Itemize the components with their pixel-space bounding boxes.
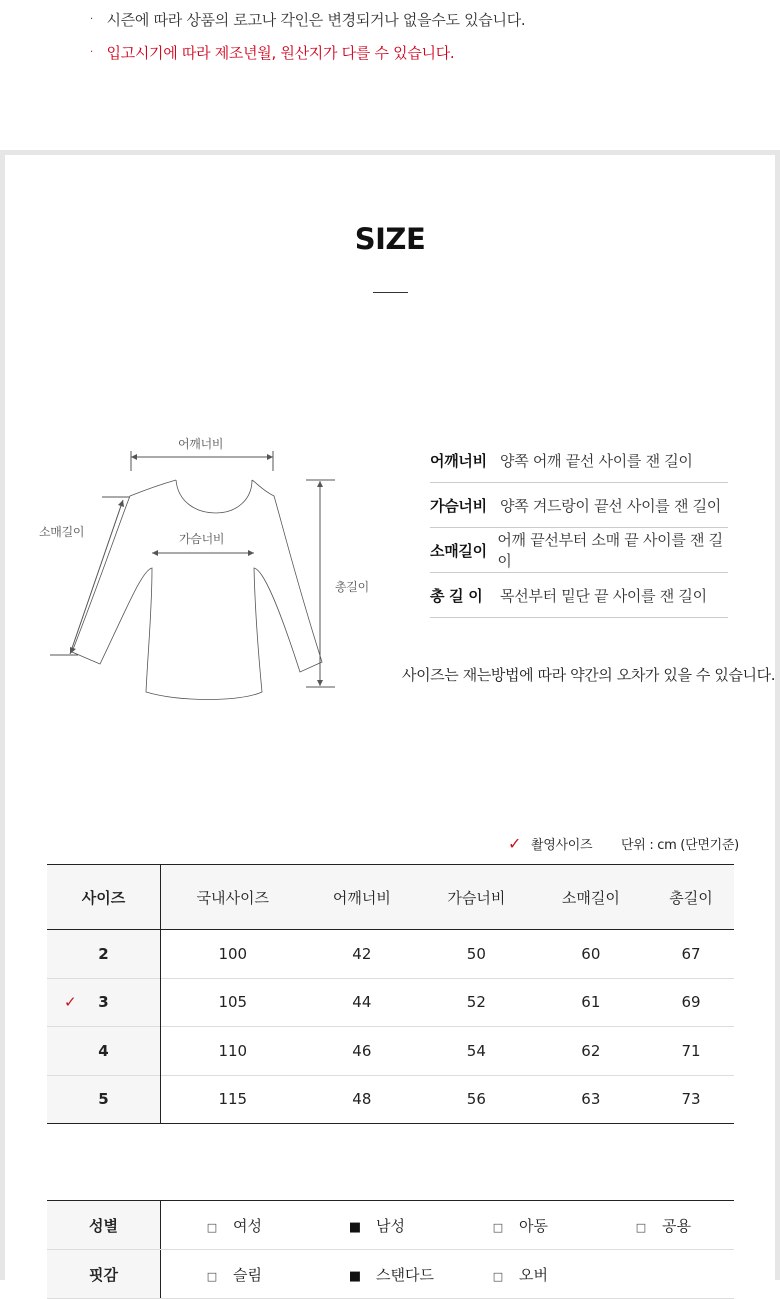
option-over <box>447 1264 590 1285</box>
attribute-options <box>161 1250 735 1299</box>
check-icon: ✓ <box>508 834 522 853</box>
column-header: 가슴너비 <box>419 865 534 930</box>
checkbox-filled-icon: ■ <box>348 1219 362 1235</box>
definition-desc: 양쪽 어깨 끝선 사이를 잰 길이 <box>500 451 693 470</box>
attribute-row-gender <box>47 1201 734 1250</box>
unit-label: 단위 : cm (단면기준) <box>621 838 739 853</box>
option-label: 공용 <box>662 1216 691 1235</box>
definition-term: 어깨너비 <box>430 451 487 470</box>
size-cell <box>47 978 161 1027</box>
table-cell: 44 <box>352 993 372 1012</box>
bullet-icon: · <box>90 14 93 25</box>
product-attribute-table <box>47 1200 734 1299</box>
model-size-label: 촬영사이즈 <box>530 838 593 853</box>
table-cell: 61 <box>581 993 601 1012</box>
checkbox-empty-icon: □ <box>206 1220 218 1234</box>
notice-section <box>0 0 780 150</box>
size-cell: 5 <box>47 1075 161 1124</box>
check-icon: ✓ <box>64 993 77 1012</box>
size-cell: 4 <box>47 1027 161 1076</box>
attribute-label: 성별 <box>47 1201 161 1250</box>
option-label: 오버 <box>519 1265 548 1284</box>
table-row-model-size <box>47 978 734 1027</box>
attribute-options <box>161 1201 735 1250</box>
column-header: 사이즈 <box>47 865 161 930</box>
option-male <box>304 1215 447 1236</box>
option-label: 여성 <box>233 1216 262 1235</box>
table-header-row <box>47 865 734 930</box>
notice-text: 시즌에 따라 상품의 로고나 각인은 변경되거나 없을수도 있습니다. <box>106 11 526 29</box>
table-cell: 110 <box>218 1041 248 1060</box>
table-cell: 100 <box>218 944 248 963</box>
title-divider <box>373 292 408 293</box>
definition-desc: 어깨 끝선부터 소매 끝 사이를 잰 길이 <box>497 531 723 570</box>
definition-row <box>430 573 728 618</box>
checkbox-empty-icon: □ <box>206 1269 218 1283</box>
checkbox-filled-icon: ■ <box>348 1268 362 1284</box>
measurement-note: 사이즈는 재는방법에 따라 약간의 오차가 있을 수 있습니다. <box>402 666 776 684</box>
table-cell: 50 <box>466 944 486 963</box>
model-size-legend <box>508 834 592 853</box>
checkbox-empty-icon: □ <box>492 1220 504 1234</box>
diagram-label-length: 총길이 <box>335 580 369 594</box>
definition-row <box>430 528 728 573</box>
definition-term: 가슴너비 <box>430 496 487 515</box>
diagram-label-chest: 가슴너비 <box>179 532 225 546</box>
table-cell: 105 <box>218 993 248 1012</box>
option-kids <box>447 1215 590 1236</box>
size-cell: 2 <box>47 930 161 979</box>
option-standard <box>304 1264 447 1285</box>
definition-row <box>430 438 728 483</box>
garment-diagram <box>30 420 369 710</box>
checkbox-empty-icon: □ <box>635 1220 647 1234</box>
table-cell: 48 <box>352 1090 372 1109</box>
size-table <box>47 864 734 1124</box>
column-header: 국내사이즈 <box>161 865 305 930</box>
definition-row <box>430 483 728 528</box>
table-cell: 42 <box>352 944 372 963</box>
bullet-icon: · <box>90 47 93 58</box>
table-row <box>47 930 734 979</box>
table-cell: 69 <box>681 993 701 1012</box>
definition-term: 소매길이 <box>430 541 487 560</box>
option-label: 아동 <box>519 1216 548 1235</box>
definition-term: 총 길 이 <box>430 586 483 605</box>
checkbox-empty-icon: □ <box>492 1269 504 1283</box>
option-female <box>161 1215 304 1236</box>
table-cell: 62 <box>581 1041 601 1060</box>
attribute-label: 핏감 <box>47 1250 161 1299</box>
garment-outline-icon <box>30 420 360 710</box>
table-cell: 115 <box>218 1090 248 1109</box>
table-cell: 73 <box>681 1090 701 1109</box>
table-row <box>47 1027 734 1076</box>
column-header: 어깨너비 <box>305 865 420 930</box>
notice-item <box>90 10 525 30</box>
table-cell: 46 <box>352 1041 372 1060</box>
option-label: 슬림 <box>233 1265 262 1284</box>
column-header: 총길이 <box>648 865 734 930</box>
table-cell: 52 <box>466 993 486 1012</box>
table-cell: 63 <box>581 1090 601 1109</box>
table-cell: 56 <box>466 1090 486 1109</box>
table-row <box>47 1075 734 1124</box>
option-unisex <box>590 1215 733 1236</box>
section-title: SIZE <box>354 222 426 256</box>
notice-text: 입고시기에 따라 제조년월, 원산지가 다를 수 있습니다. <box>106 44 455 62</box>
measurement-definitions <box>430 438 728 618</box>
table-cell: 60 <box>581 944 601 963</box>
attribute-row-fit <box>47 1250 734 1299</box>
table-cell: 71 <box>681 1041 701 1060</box>
notice-item-highlight <box>90 43 454 63</box>
table-cell: 54 <box>466 1041 486 1060</box>
table-cell: 67 <box>681 944 701 963</box>
diagram-label-shoulder: 어깨너비 <box>178 437 224 451</box>
size-value: 3 <box>98 993 109 1012</box>
option-label: 남성 <box>376 1216 405 1235</box>
definition-desc: 목선부터 밑단 끝 사이를 잰 길이 <box>500 586 707 605</box>
column-header: 소매길이 <box>534 865 649 930</box>
option-label: 스탠다드 <box>376 1265 434 1284</box>
definition-desc: 양쪽 겨드랑이 끝선 사이를 잰 길이 <box>500 496 722 515</box>
diagram-label-sleeve: 소매길이 <box>39 525 85 539</box>
option-slim <box>161 1264 304 1285</box>
